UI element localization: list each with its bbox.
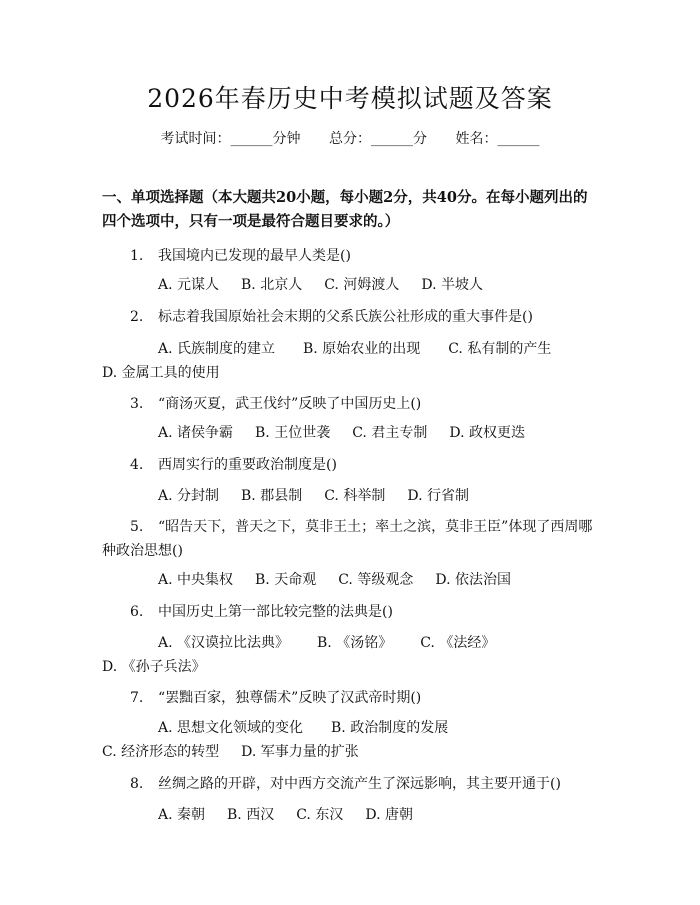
question-5 bbox=[102, 515, 602, 563]
question-number: 7. bbox=[130, 690, 144, 706]
question-8 bbox=[102, 772, 602, 796]
question-4 bbox=[102, 453, 602, 477]
question-3-options bbox=[102, 421, 602, 445]
question-number: 6. bbox=[130, 604, 144, 620]
option-c: C. 东汉 bbox=[296, 807, 344, 823]
question-6-options bbox=[102, 631, 602, 679]
option-b: B. 北京人 bbox=[241, 277, 303, 293]
question-4-options bbox=[102, 484, 602, 508]
question-number: 5. bbox=[130, 519, 144, 535]
option-c: C. 君主专制 bbox=[352, 425, 428, 441]
question-7-options bbox=[102, 716, 602, 764]
question-6 bbox=[102, 600, 602, 624]
exam-time-field: 考试时间：______分钟 bbox=[160, 131, 301, 147]
option-d: D. 《孙子兵法》 bbox=[102, 659, 206, 675]
option-d: D. 政权更迭 bbox=[449, 425, 525, 441]
question-2-options bbox=[102, 337, 602, 385]
option-c: C. 河姆渡人 bbox=[324, 277, 400, 293]
question-8-options bbox=[102, 803, 602, 827]
option-a: A. 秦朝 bbox=[158, 807, 206, 823]
exam-info-line bbox=[0, 128, 700, 150]
option-a: A. 分封制 bbox=[158, 488, 220, 504]
option-a: A. 思想文化领域的变化 bbox=[158, 720, 304, 736]
option-a: A. 元谋人 bbox=[158, 277, 220, 293]
option-a: A. 诸侯争霸 bbox=[158, 425, 234, 441]
question-stem: 中国历史上第一部比较完整的法典是() bbox=[158, 604, 393, 620]
option-a: A. 氏族制度的建立 bbox=[158, 341, 276, 357]
question-1 bbox=[102, 244, 602, 268]
question-stem: 我国境内已发现的最早人类是() bbox=[158, 248, 351, 264]
option-d: D. 半坡人 bbox=[421, 277, 483, 293]
page-title: 2026年春历史中考模拟试题及答案 bbox=[147, 84, 553, 113]
question-stem: “昭告天下，普天之下，莫非王土；率土之滨，莫非王臣”体现了西周哪种政治思想() bbox=[102, 519, 593, 559]
question-stem: “罢黜百家，独尊儒术”反映了汉武帝时期() bbox=[158, 690, 422, 706]
question-5-options bbox=[102, 568, 602, 592]
option-b: B. 郡县制 bbox=[241, 488, 303, 504]
option-b: B. 《汤铭》 bbox=[317, 635, 393, 651]
question-stem: “商汤灭夏，武王伐纣”反映了中国历史上() bbox=[158, 396, 422, 412]
option-d: D. 金属工具的使用 bbox=[102, 365, 220, 381]
question-2 bbox=[102, 305, 602, 329]
option-b: B. 王位世袭 bbox=[255, 425, 331, 441]
option-a: A. 《汉谟拉比法典》 bbox=[158, 635, 290, 651]
question-7 bbox=[102, 686, 602, 710]
question-stem: 标志着我国原始社会末期的父系氏族公社形成的重大事件是() bbox=[158, 309, 533, 325]
total-score-field: 总分：______分 bbox=[329, 131, 427, 147]
option-b: B. 原始农业的出现 bbox=[303, 341, 421, 357]
question-number: 8. bbox=[130, 776, 144, 792]
question-number: 1. bbox=[130, 248, 144, 264]
option-d: D. 军事力量的扩张 bbox=[241, 744, 359, 760]
question-3 bbox=[102, 392, 602, 416]
option-b: B. 天命观 bbox=[255, 572, 317, 588]
option-d: D. 唐朝 bbox=[365, 807, 413, 823]
option-c: C. 私有制的产生 bbox=[448, 341, 552, 357]
option-c: C. 《法经》 bbox=[420, 635, 496, 651]
question-stem: 西周实行的重要政治制度是() bbox=[158, 457, 337, 473]
option-b: B. 政治制度的发展 bbox=[331, 720, 449, 736]
option-c: C. 经济形态的转型 bbox=[102, 744, 220, 760]
option-a: A. 中央集权 bbox=[158, 572, 234, 588]
section-heading: 一、单项选择题（本大题共20小题，每小题2分，共40分。在每小题列出的四个选项中，只有一项是最符合题目要求的。） bbox=[102, 189, 588, 230]
question-number: 3. bbox=[130, 396, 144, 412]
option-c: C. 等级观念 bbox=[338, 572, 414, 588]
question-number: 2. bbox=[130, 309, 144, 325]
question-number: 4. bbox=[130, 457, 144, 473]
option-d: D. 依法治国 bbox=[435, 572, 511, 588]
question-1-options bbox=[102, 273, 602, 297]
option-b: B. 西汉 bbox=[227, 807, 275, 823]
question-stem: 丝绸之路的开辟，对中西方交流产生了深远影响，其主要开通于() bbox=[158, 776, 561, 792]
student-name-field: 姓名：______ bbox=[455, 131, 540, 147]
option-c: C. 科举制 bbox=[324, 488, 386, 504]
option-d: D. 行省制 bbox=[407, 488, 469, 504]
